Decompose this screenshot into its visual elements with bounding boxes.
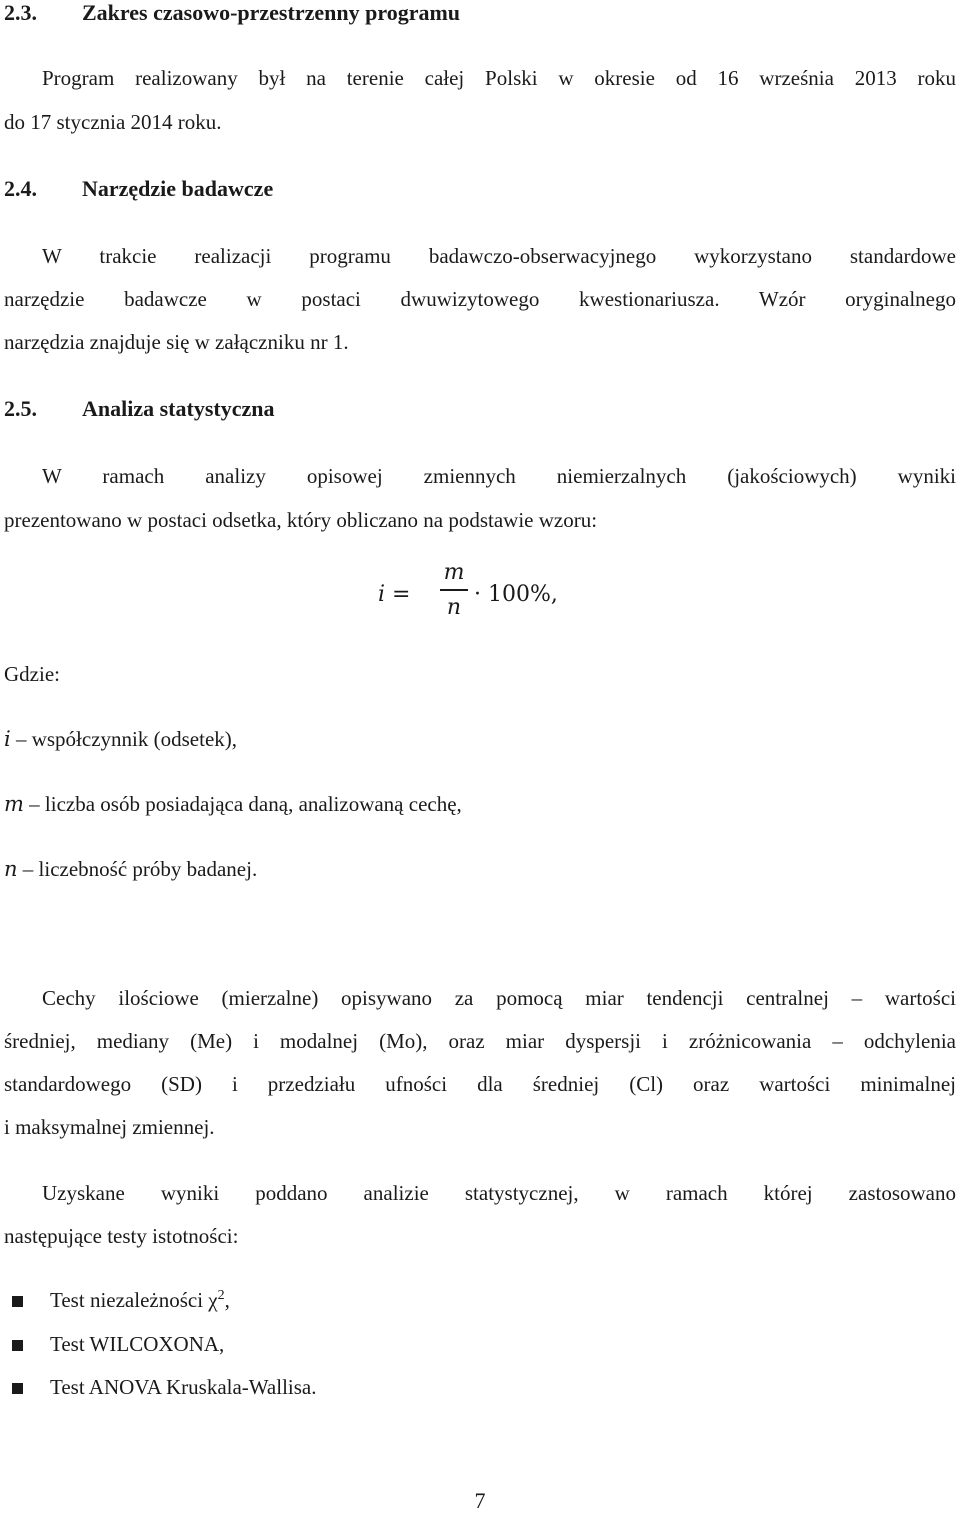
definition-item (4, 727, 956, 752)
test-label: Test WILCOXONA, (50, 1332, 225, 1356)
formula-rhs: · 100%, (474, 582, 558, 607)
section-number: 2.3. (4, 0, 37, 25)
section-2-5-heading (4, 396, 274, 422)
paragraph-line: następujące testy istotności: (4, 1224, 239, 1248)
section-number: 2.5. (4, 396, 37, 421)
test-superscript: 2 (217, 1288, 225, 1303)
definition-item (4, 857, 956, 882)
definition-symbol: n (4, 857, 18, 881)
definition-text: – liczba osób posiadająca daną, analizowaną cechę, (23, 792, 462, 816)
paragraph-line: W trakcie realizacji programu badawczo-obserwacyjnego wykorzystano standardowe (42, 244, 956, 268)
list-item (0, 1375, 960, 1405)
definition-item (4, 792, 956, 817)
formula-denominator: n (446, 595, 462, 620)
paragraph-line: i maksymalnej zmiennej. (4, 1115, 215, 1139)
paragraph-line: do 17 stycznia 2014 roku. (4, 110, 222, 134)
definition-text: – współczynnik (odsetek), (10, 727, 238, 751)
square-bullet-icon (12, 1383, 23, 1394)
section-title: Narzędzie badawcze (82, 176, 274, 201)
formula-fraction (440, 560, 468, 620)
formula-numerator: m (443, 560, 465, 585)
test-label: Test niezależności χ (50, 1288, 218, 1312)
list-item (0, 1288, 960, 1318)
percentage-formula (378, 560, 598, 630)
paragraph-line: W ramach analizy opisowej zmiennych niemierzalnych (jakościowych) wyniki (42, 464, 956, 488)
section-title: Analiza statystyczna (82, 396, 275, 421)
square-bullet-icon (12, 1340, 23, 1351)
definition-text: – liczebność próby badanej. (17, 857, 258, 881)
paragraph-line: narzędzia znajduje się w załączniku nr 1. (4, 330, 349, 354)
list-item (0, 1332, 960, 1362)
formula-lhs: i = (378, 582, 411, 607)
fraction-bar (440, 589, 468, 591)
section-number: 2.4. (4, 176, 37, 201)
paragraph-line: prezentowano w postaci odsetka, który obliczano na podstawie wzoru: (4, 508, 598, 532)
section-2-3-heading (4, 0, 460, 26)
section-title: Zakres czasowo-przestrzenny programu (82, 0, 461, 25)
paragraph-line: standardowego (SD) i przedziału ufności dla średniej (Cl) oraz wartości minimalnej (4, 1072, 956, 1096)
page-number: 7 (474, 1488, 486, 1513)
paragraph-line: Program realizowany był na terenie całej Polski w okresie od 16 września 2013 roku (42, 66, 956, 90)
test-label: Test ANOVA Kruskala-Wallisa. (50, 1375, 317, 1399)
definition-symbol: m (4, 792, 24, 816)
list-item-text (50, 1288, 230, 1313)
paragraph-line: Cechy ilościowe (mierzalne) opisywano za pomocą miar tendencji centralnej – wartości (42, 986, 956, 1010)
definition-symbol: i (4, 727, 11, 751)
section-2-4-heading (4, 176, 273, 202)
paragraph-line: Uzyskane wyniki poddano analizie statystycznej, w ramach której zastosowano (42, 1181, 956, 1205)
where-label: Gdzie: (4, 662, 60, 686)
square-bullet-icon (12, 1296, 23, 1307)
paragraph-line: narzędzie badawcze w postaci dwuwizytowego kwestionariusza. Wzór oryginalnego (4, 287, 956, 311)
paragraph-line: średniej, mediany (Me) i modalnej (Mo), oraz miar dyspersji i zróżnicowania – odchylenia (4, 1029, 956, 1053)
test-suffix: , (224, 1288, 230, 1312)
